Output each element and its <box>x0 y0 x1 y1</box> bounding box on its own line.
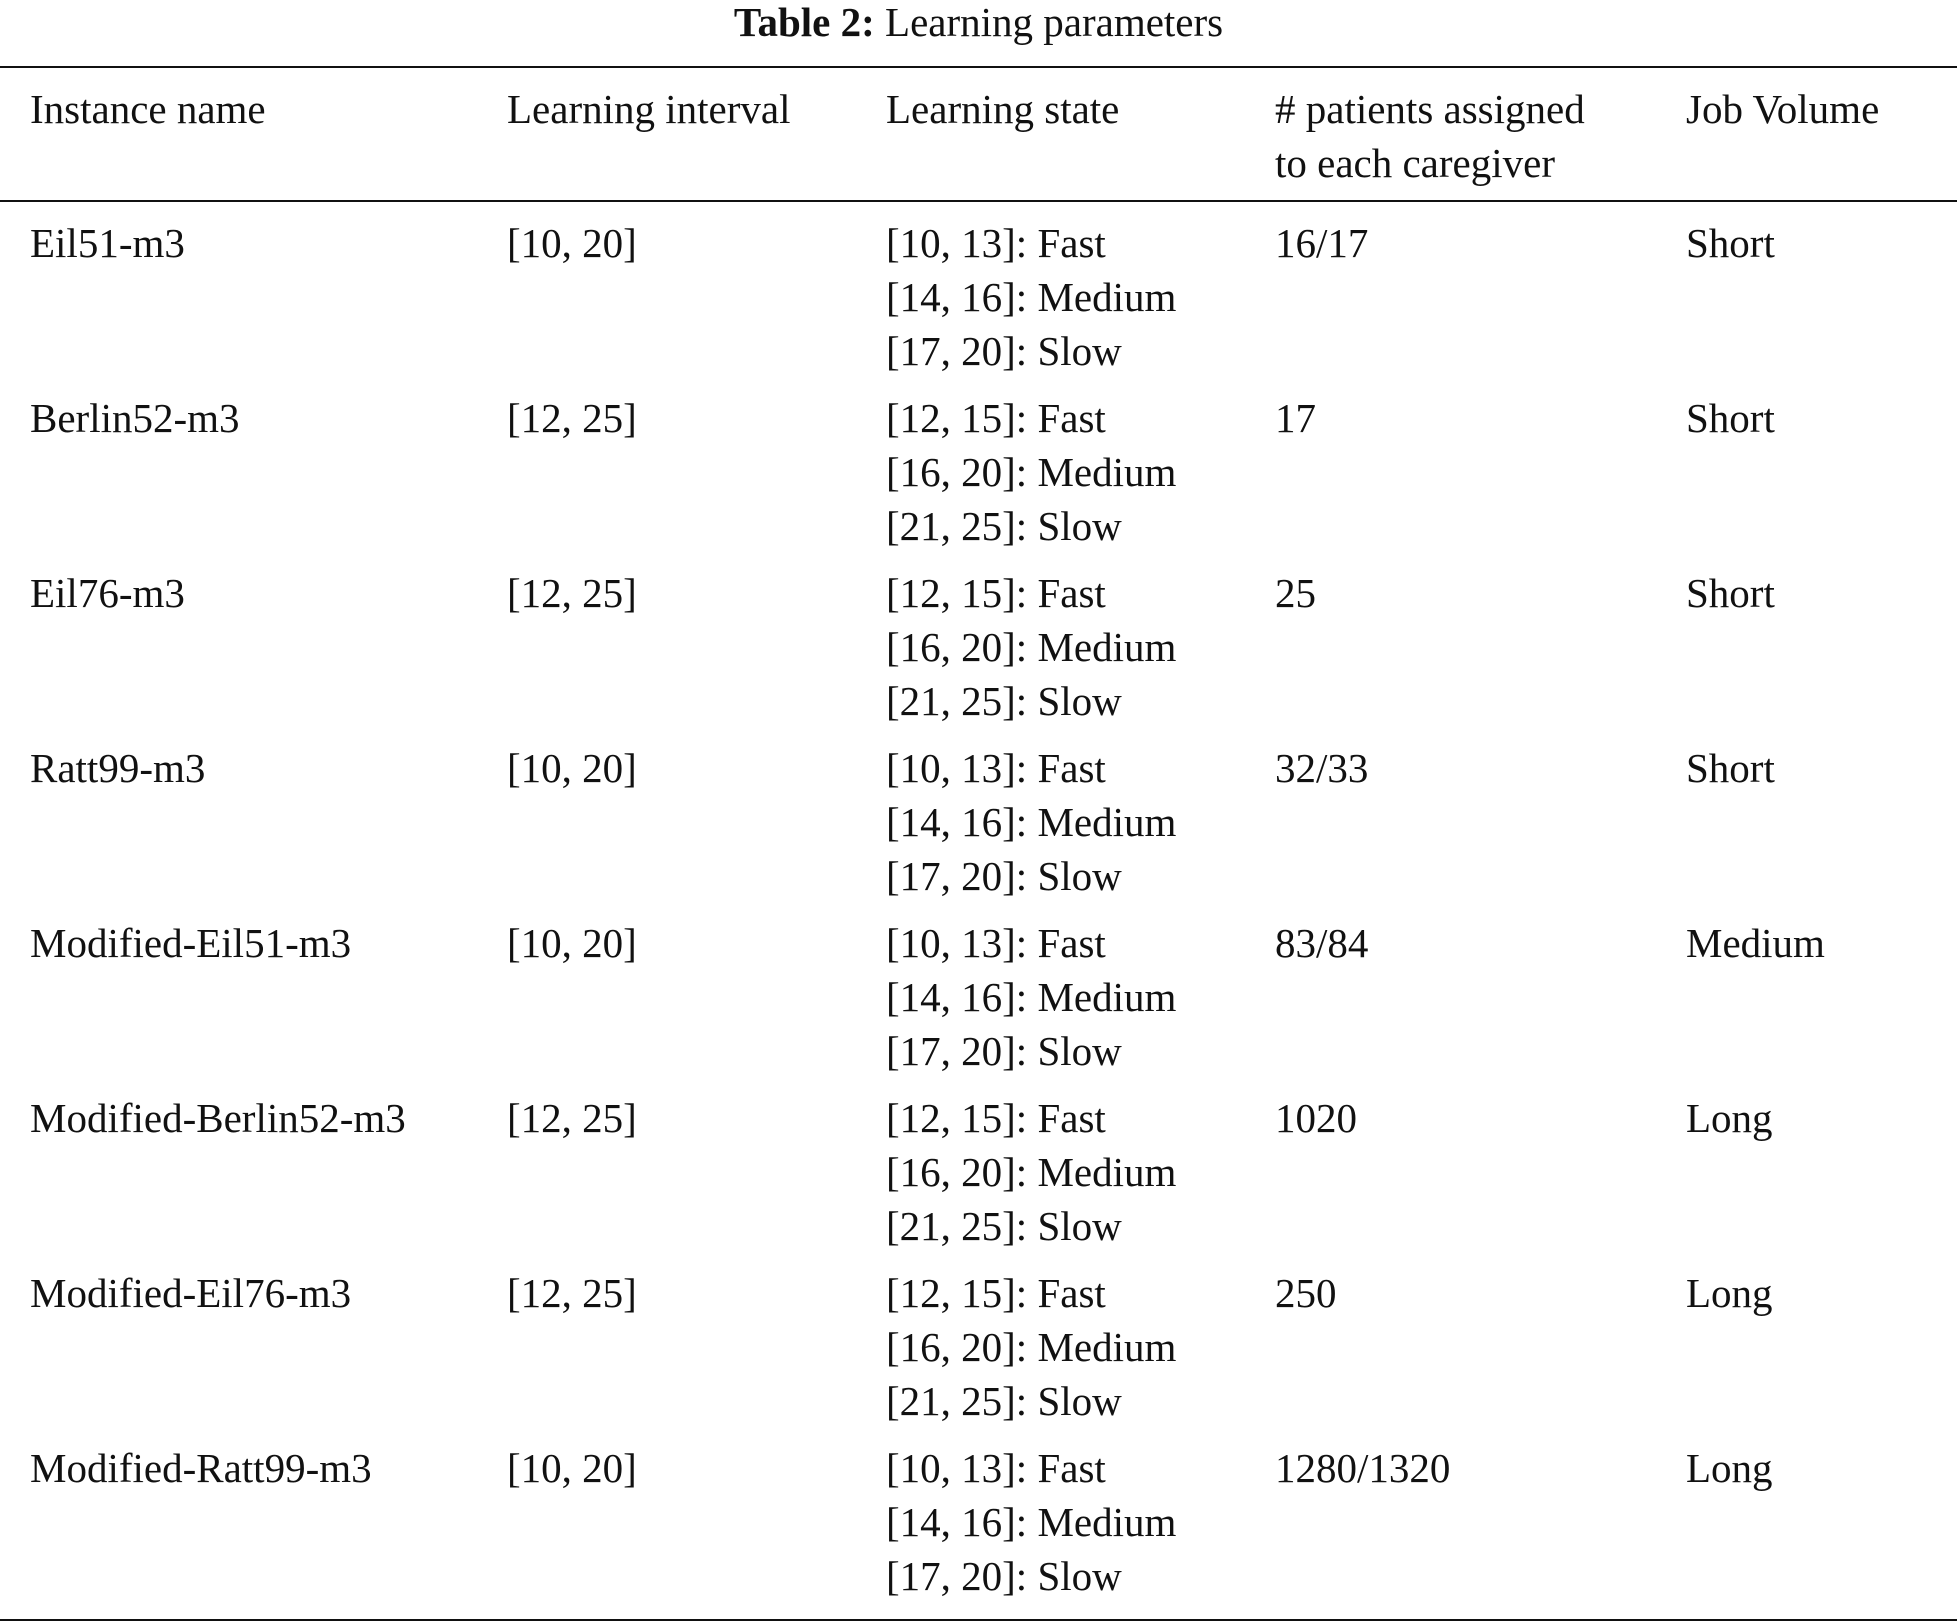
learning-state-line: [12, 15]: Fast <box>886 570 1106 616</box>
learning-state-cell <box>886 566 1176 728</box>
patients-cell: 17 <box>1275 395 1316 441</box>
learning-state-line: [16, 20]: Medium <box>886 1149 1177 1195</box>
learning-state-cell <box>886 216 1176 378</box>
learning-state-cell <box>886 916 1176 1078</box>
patients-cell: 1020 <box>1275 1095 1357 1141</box>
learning-state-cell <box>886 741 1176 903</box>
patients-cell: 250 <box>1275 1270 1337 1316</box>
learning-interval-cell: [12, 25] <box>507 1095 637 1141</box>
learning-state-line: [12, 15]: Fast <box>886 1270 1106 1316</box>
instance-name-cell: Modified-Ratt99-m3 <box>30 1445 372 1491</box>
column-header: # patients assigned to each caregiver <box>1275 86 1585 186</box>
learning-state-line: [12, 15]: Fast <box>886 395 1106 441</box>
learning-state-cell <box>886 391 1176 553</box>
learning-state-line: [17, 20]: Slow <box>886 1028 1122 1074</box>
learning-interval-cell: [12, 25] <box>507 570 637 616</box>
patients-cell: 16/17 <box>1275 220 1369 266</box>
learning-state-line: [21, 25]: Slow <box>886 1203 1122 1249</box>
table-caption-title: Learning parameters <box>885 0 1224 45</box>
table-caption-label: Table 2: <box>733 0 875 45</box>
learning-state-line: [17, 20]: Slow <box>886 328 1122 374</box>
learning-state-line: [10, 13]: Fast <box>886 1445 1106 1491</box>
patients-cell: 32/33 <box>1275 745 1369 791</box>
learning-state-line: [14, 16]: Medium <box>886 1499 1177 1545</box>
job-volume-cell: Long <box>1686 1445 1773 1491</box>
instance-name-cell: Modified-Berlin52-m3 <box>30 1095 406 1141</box>
learning-state-line: [14, 16]: Medium <box>886 274 1177 320</box>
learning-state-line: [21, 25]: Slow <box>886 1378 1122 1424</box>
learning-state-line: [16, 20]: Medium <box>886 624 1177 670</box>
learning-state-line: [14, 16]: Medium <box>886 799 1177 845</box>
learning-state-line: [21, 25]: Slow <box>886 503 1122 549</box>
top-rule <box>0 66 1957 68</box>
learning-state-line: [10, 13]: Fast <box>886 920 1106 966</box>
column-header: Instance name <box>30 86 266 132</box>
table-caption <box>0 0 1957 44</box>
learning-interval-cell: [12, 25] <box>507 1270 637 1316</box>
learning-state-cell <box>886 1266 1176 1428</box>
learning-interval-cell: [10, 20] <box>507 220 637 266</box>
learning-interval-cell: [12, 25] <box>507 395 637 441</box>
instance-name-cell: Berlin52-m3 <box>30 395 240 441</box>
column-header: Learning interval <box>507 86 791 132</box>
learning-state-line: [14, 16]: Medium <box>886 974 1177 1020</box>
patients-cell: 1280/1320 <box>1275 1445 1451 1491</box>
job-volume-cell: Long <box>1686 1095 1773 1141</box>
learning-state-line: [21, 25]: Slow <box>886 678 1122 724</box>
instance-name-cell: Modified-Eil51-m3 <box>30 920 352 966</box>
learning-state-line: [16, 20]: Medium <box>886 449 1177 495</box>
patients-cell: 83/84 <box>1275 920 1369 966</box>
instance-name-cell: Eil51-m3 <box>30 220 185 266</box>
job-volume-cell: Medium <box>1686 920 1825 966</box>
learning-state-line: [16, 20]: Medium <box>886 1324 1177 1370</box>
job-volume-cell: Long <box>1686 1270 1773 1316</box>
learning-state-cell <box>886 1091 1176 1253</box>
learning-state-line: [10, 13]: Fast <box>886 220 1106 266</box>
learning-state-line: [17, 20]: Slow <box>886 1553 1122 1599</box>
learning-state-cell <box>886 1441 1176 1603</box>
bottom-rule <box>0 1619 1957 1621</box>
learning-state-line: [10, 13]: Fast <box>886 745 1106 791</box>
learning-interval-cell: [10, 20] <box>507 745 637 791</box>
learning-state-line: [17, 20]: Slow <box>886 853 1122 899</box>
job-volume-cell: Short <box>1686 570 1775 616</box>
learning-interval-cell: [10, 20] <box>507 1445 637 1491</box>
column-header: Job Volume <box>1686 86 1880 132</box>
instance-name-cell: Ratt99-m3 <box>30 745 206 791</box>
job-volume-cell: Short <box>1686 395 1775 441</box>
patients-cell: 25 <box>1275 570 1316 616</box>
job-volume-cell: Short <box>1686 745 1775 791</box>
learning-state-line: [12, 15]: Fast <box>886 1095 1106 1141</box>
header-rule <box>0 200 1957 202</box>
instance-name-cell: Eil76-m3 <box>30 570 185 616</box>
instance-name-cell: Modified-Eil76-m3 <box>30 1270 352 1316</box>
job-volume-cell: Short <box>1686 220 1775 266</box>
learning-interval-cell: [10, 20] <box>507 920 637 966</box>
column-header: Learning state <box>886 86 1120 132</box>
